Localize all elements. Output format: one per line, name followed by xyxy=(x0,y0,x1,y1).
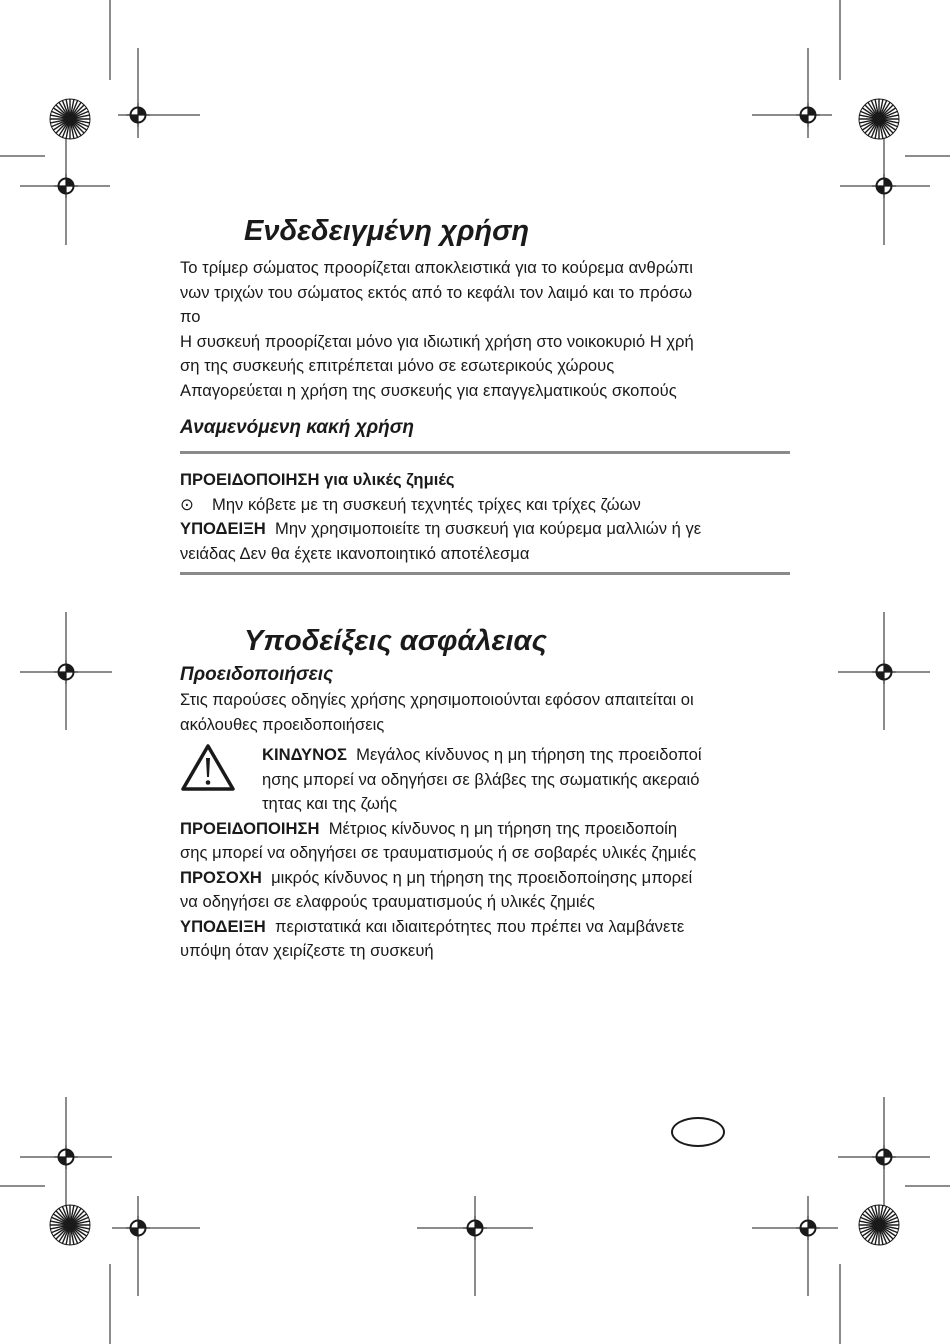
starburst-registration-icon xyxy=(859,1205,899,1245)
section-rule xyxy=(180,572,790,575)
crosshair-registration-icon xyxy=(126,103,150,127)
misuse-note-line: Μην χρησιμοποιείτε τη συσκευή για κούρεμα μαλλιών ή γε xyxy=(275,519,702,538)
intended-use-body xyxy=(180,256,790,403)
intended-use-title: Ενδεδειγμένη χρήση xyxy=(244,215,530,247)
note-line-text: περιστατικά και ιδιαιτερότητες που πρέπει να λαμβάνετε xyxy=(275,916,685,936)
misuse-note xyxy=(180,517,790,542)
crosshair-registration-icon xyxy=(872,174,896,198)
starburst-registration-icon xyxy=(50,1205,90,1245)
danger-label: ΚΙΝΔΥΝΟΣ xyxy=(262,745,347,764)
starburst-registration-icon xyxy=(50,99,90,139)
danger-line xyxy=(262,743,702,768)
danger-text xyxy=(262,743,702,817)
misuse-warning-box xyxy=(180,468,790,566)
crosshair-registration-icon xyxy=(54,660,78,684)
misuse-note-line: νειάδας Δεν θα έχετε ικανοποιητικό αποτέλεσμα xyxy=(180,543,530,563)
safety-subtitle: Προειδοποιήσεις xyxy=(180,664,334,685)
misuse-note-label: ΥΠΟΔΕΙΞΗ xyxy=(180,519,266,538)
note-label: ΥΠΟΔΕΙΞΗ xyxy=(180,916,266,936)
section-rule xyxy=(180,451,790,454)
warning-line-text: Μέτριος κίνδυνος η μη τήρηση της προειδοποίη xyxy=(328,818,678,838)
intended-use-line: πο xyxy=(180,307,201,326)
note-line xyxy=(180,915,790,940)
intended-use-line: Το τρίμερ σώματος προορίζεται αποκλειστικά για το κούρεμα ανθρώπι xyxy=(180,258,693,277)
warning-label: ΠΡΟΕΙΔΟΠΟΙΗΣΗ xyxy=(180,818,320,838)
warning-line xyxy=(180,817,790,842)
caution-line xyxy=(180,866,790,891)
danger-line: τητας και της ζωής xyxy=(262,794,398,813)
intended-use-line: Απαγορεύεται η χρήση της συσκευής για επαγγελματικούς σκοπούς xyxy=(180,380,677,400)
crosshair-registration-icon xyxy=(126,1216,150,1240)
danger-line-text: Μεγάλος κίνδυνος η μη τήρηση της προειδοποί xyxy=(356,745,702,764)
safety-intro-line: ακόλουθες προειδοποιήσεις xyxy=(180,714,385,734)
misuse-bullet xyxy=(180,493,790,518)
intended-use-line: Η συσκευή προορίζεται μόνο για ιδιωτική χρήση στο νοικοκυριό Η χρή xyxy=(180,331,694,351)
safety-intro-line: Στις παρούσες οδηγίες χρήσης χρησιμοποιούνται εφόσον απαιτείται οι xyxy=(180,690,694,709)
caution-label: ΠΡΟΣΟΧΗ xyxy=(180,867,262,887)
document-content xyxy=(180,215,790,964)
crosshair-registration-icon xyxy=(796,103,820,127)
crosshair-registration-icon xyxy=(872,660,896,684)
misuse-bullet-text: Μην κόβετε με τη συσκευή τεχνητές τρίχες και τρίχες ζώων xyxy=(212,494,641,514)
starburst-registration-icon xyxy=(859,99,899,139)
warning-triangle-icon xyxy=(180,743,262,798)
crosshair-registration-icon xyxy=(796,1216,820,1240)
crosshair-registration-icon xyxy=(54,174,78,198)
misuse-title: Αναμενόμενη κακή χρήση xyxy=(180,417,414,438)
intended-use-line: ση της συσκευής επιτρέπεται μόνο σε εσωτερικούς χώρους xyxy=(180,356,615,375)
bullet-circle-icon: ⊙ xyxy=(180,494,194,514)
misuse-warning-label: ΠΡΟΕΙΔΟΠΟΙΗΣΗ για υλικές ζημιές xyxy=(180,470,455,489)
caution-line-text: μικρός κίνδυνος η μη τήρηση της προειδοποίησης μπορεί xyxy=(271,867,693,887)
crosshair-registration-icon xyxy=(54,1145,78,1169)
caution-line: να οδηγήσει σε ελαφρούς τραυματισμούς ή υλικές ζημιές xyxy=(180,892,595,911)
page-number-oval xyxy=(671,1117,725,1147)
safety-title: Υποδείξεις ασφάλειας xyxy=(244,625,547,657)
danger-line: ησης μπορεί να οδηγήσει σε βλάβες της σωματικής ακεραιό xyxy=(262,769,700,789)
intended-use-line: νων τριχών του σώματος εκτός από το κεφάλι τον λαιμό και το πρόσω xyxy=(180,282,693,302)
danger-block xyxy=(180,743,790,817)
crosshair-registration-icon xyxy=(463,1216,487,1240)
crosshair-registration-icon xyxy=(872,1145,896,1169)
warning-line: σης μπορεί να οδηγήσει σε τραυματισμούς ή σε σοβαρές υλικές ζημιές xyxy=(180,843,697,862)
note-line: υπόψη όταν χειρίζεστε τη συσκευή xyxy=(180,941,434,960)
